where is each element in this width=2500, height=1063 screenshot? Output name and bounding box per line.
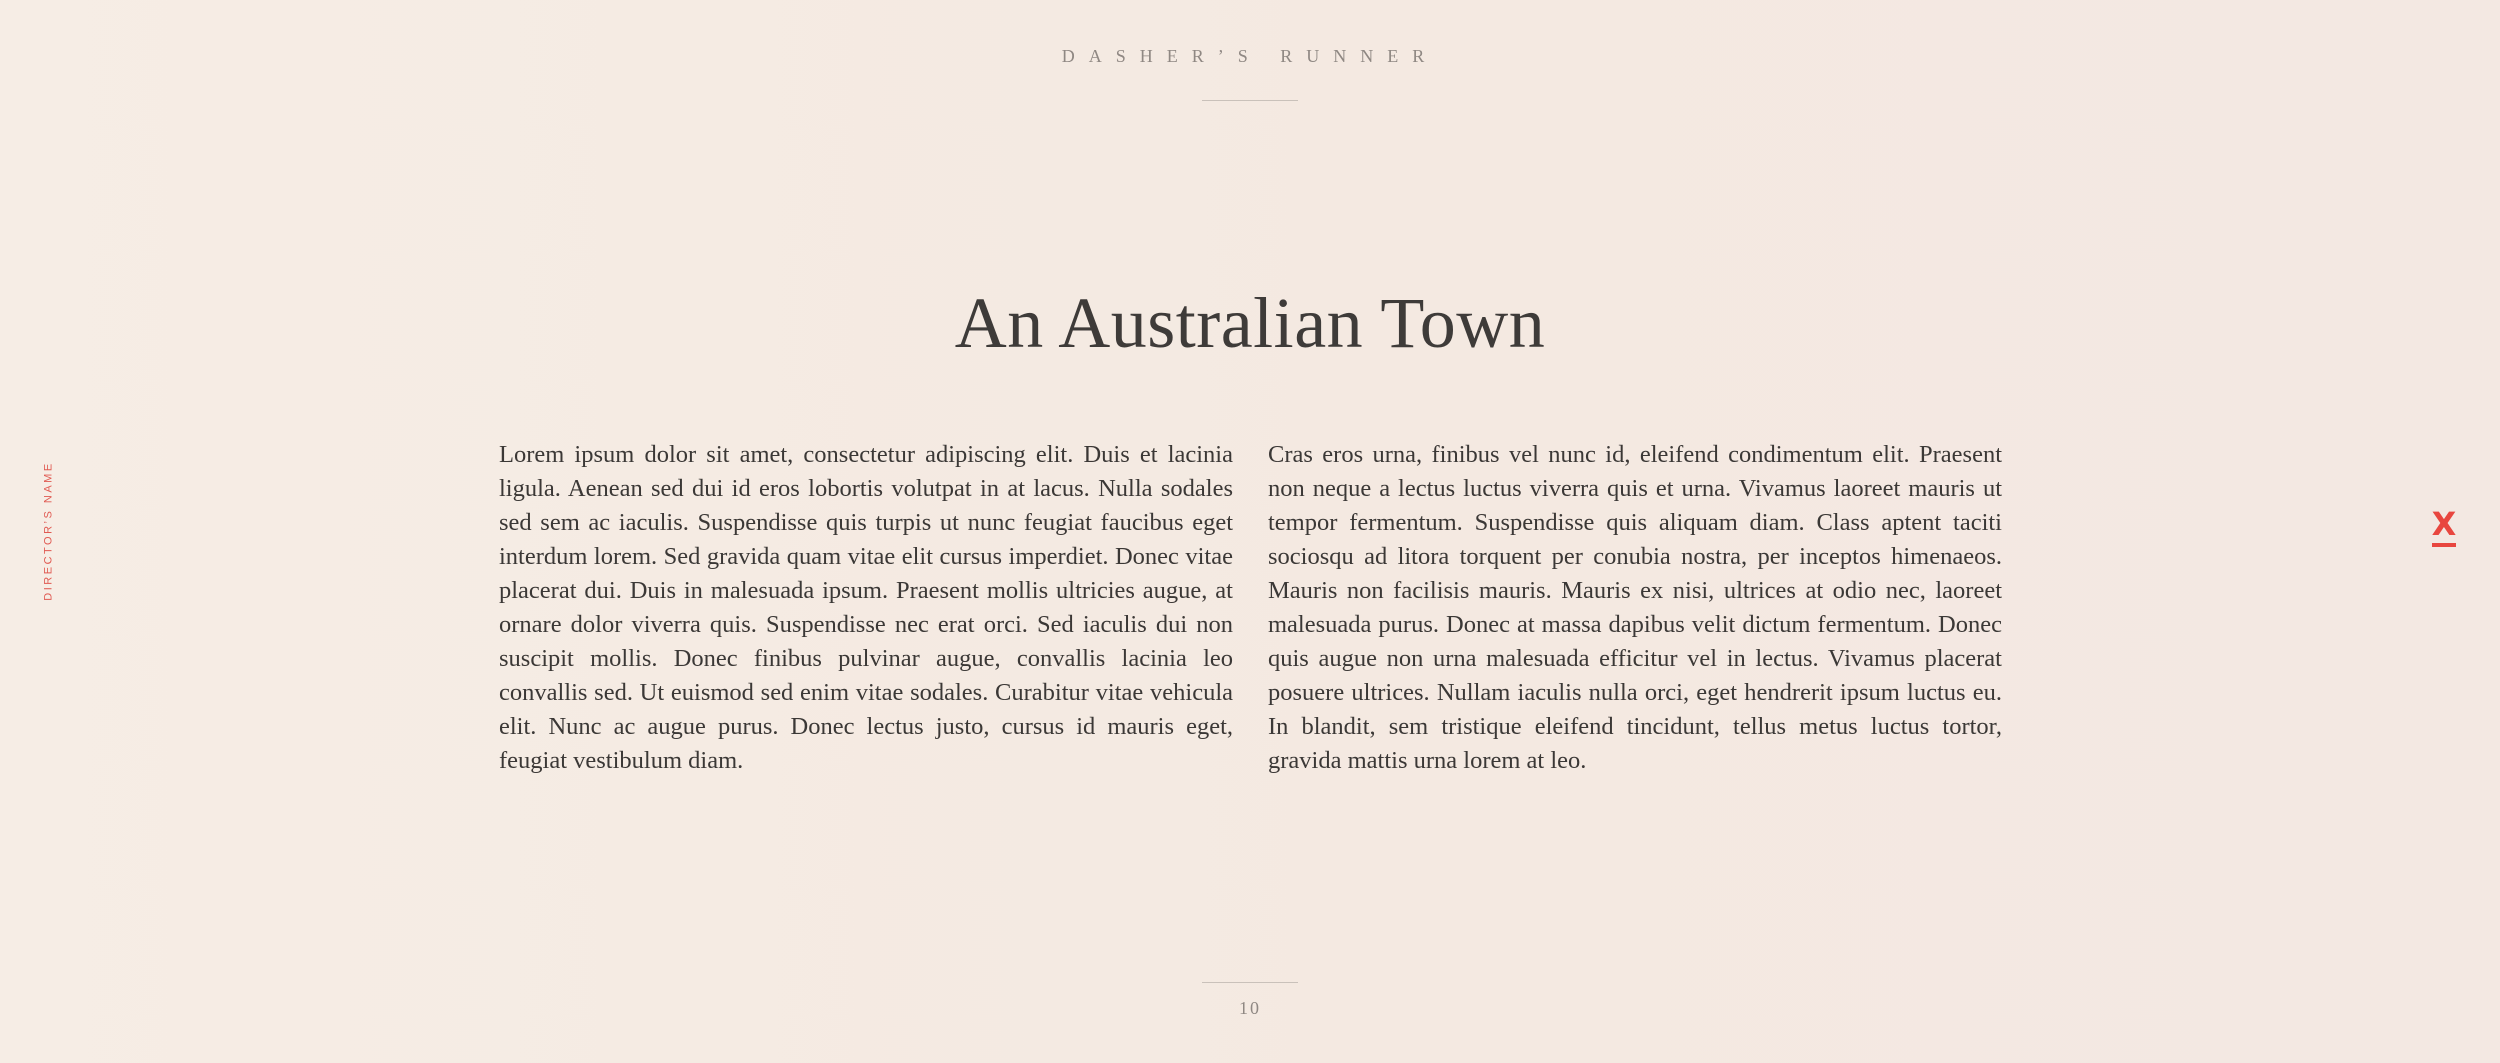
close-underline [2432,543,2456,547]
page-title: An Australian Town [954,283,1546,363]
top-divider [1202,100,1298,101]
director-name-text: DIRECTOR’S NAME [43,461,55,601]
close-button[interactable] [2428,505,2460,552]
page-number: 10 [1239,998,1261,1018]
running-title: DASHER’S RUNNER [1061,46,1439,66]
close-icon[interactable]: X [2431,505,2457,543]
director-name-label [42,456,56,606]
body-columns [499,438,2002,778]
body-column-left: Lorem ipsum dolor sit amet, consectetur adipiscing elit. Duis et lacinia ligula. Aenean sed dui id eros lobortis volutpat in at lacus. Nulla sodales sed sem ac iaculis. Suspendisse quis turpis ut nunc feugiat faucibus eget interdum lorem. Sed gravida quam vitae elit cursus imperdiet. Donec vitae placerat dui. Duis in malesuada ipsum. Praesent mollis ultricies augue, at ornare dolor viverra quis. Suspendisse nec erat orci. Sed iaculis dui non suscipit mollis. Donec finibus pulvinar augue, convallis lacinia leo convallis sed. Ut euismod sed enim vitae sodales. Curabitur vitae vehicula elit. Nunc ac augue purus. Donec lectus justo, cursus id mauris eget, feugiat vestibulum diam. [499,441,1233,774]
bottom-divider [1202,982,1298,983]
body-column-right: Cras eros urna, finibus vel nunc id, eleifend condimentum elit. Praesent non neque a lectus luctus viverra quis et urna. Vivamus laoreet mauris ut tempor fermentum. Suspendisse quis aliquam diam. Class aptent taciti sociosqu ad litora torquent per conubia nostra, per inceptos himenaeos. Mauris non facilisis mauris. Mauris ex nisi, ultrices at odio nec, laoreet malesuada purus. Donec at massa dapibus velit dictum fermentum. Donec quis augue non urna malesuada efficitur vel in lectus. Vivamus placerat posuere ultrices. Nullam iaculis nulla orci, eget hendrerit ipsum luctus eu. In blandit, sem tristique eleifend tincidunt, tellus metus luctus tortor, gravida mattis urna lorem at leo. [1268,441,2002,774]
